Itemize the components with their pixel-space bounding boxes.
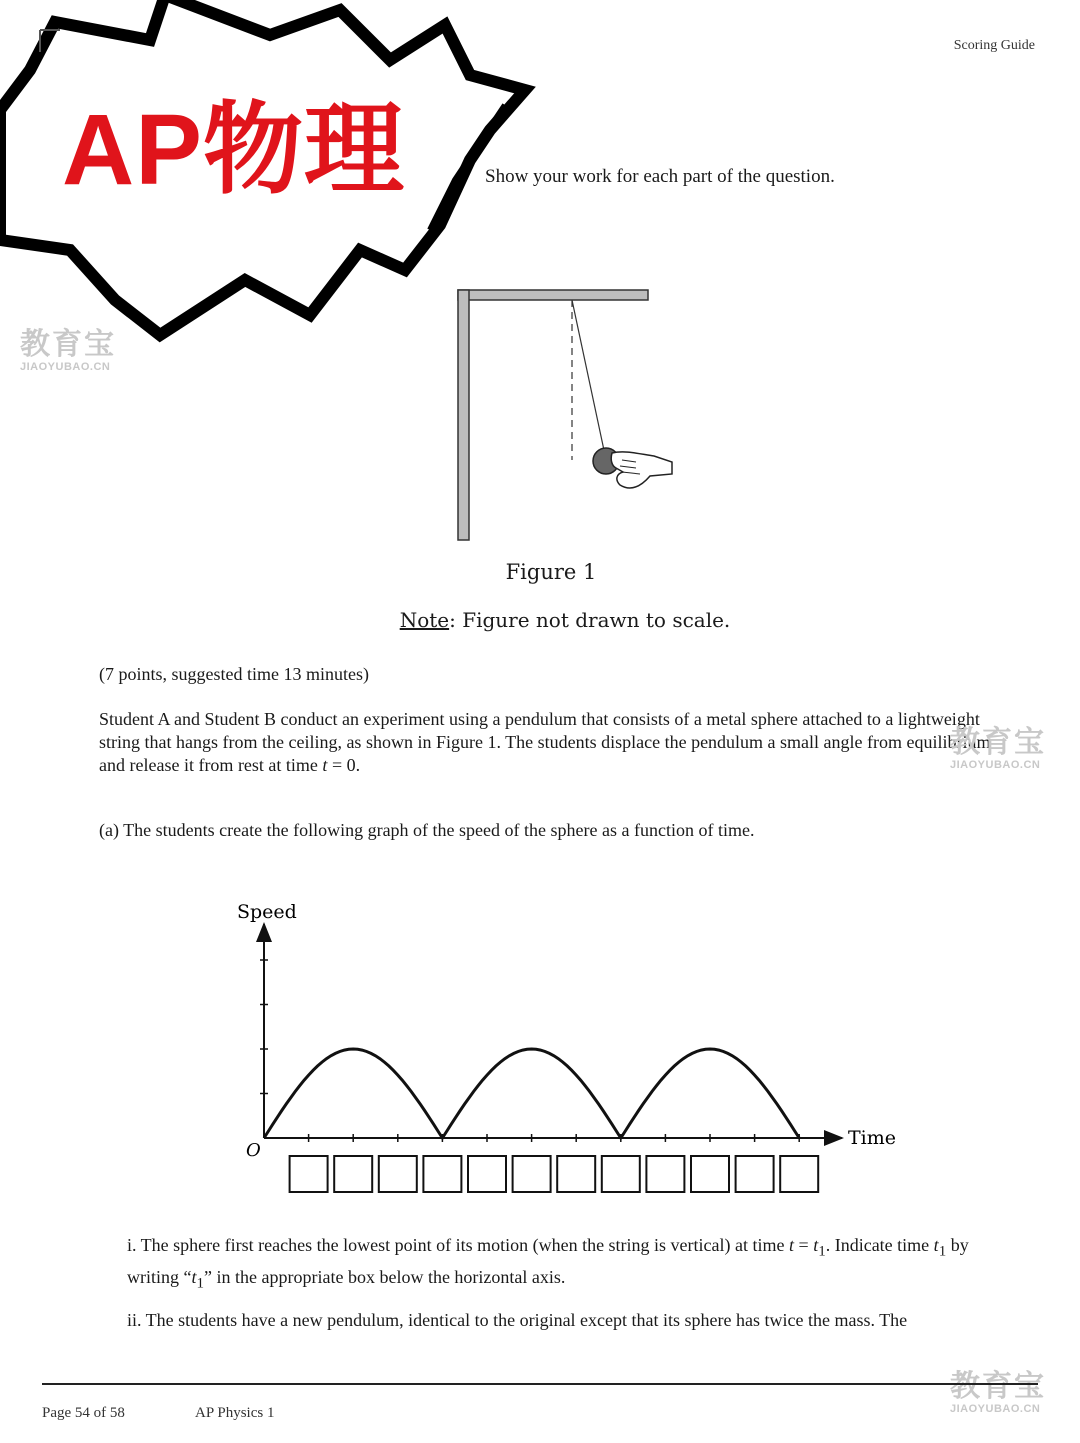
watermark-top-left — [20, 330, 116, 373]
speed-time-graph — [230, 890, 910, 1210]
intro-part-2: = 0. — [327, 755, 361, 775]
speed-curve — [264, 1049, 799, 1138]
part-i-seg2: . Indicate time — [825, 1235, 934, 1255]
answer-box[interactable] — [646, 1156, 684, 1192]
part-i-sub2: 1 — [938, 1243, 947, 1260]
page-number: Page 54 of 58 — [42, 1405, 125, 1421]
course-name: AP Physics 1 — [195, 1405, 275, 1421]
origin-label: O — [246, 1140, 261, 1161]
watermark-brand: 教育宝 — [20, 328, 116, 361]
intro-variable: t — [322, 755, 328, 775]
answer-box[interactable] — [780, 1156, 818, 1192]
answer-box[interactable] — [423, 1156, 461, 1192]
answer-box[interactable] — [334, 1156, 372, 1192]
watermark-domain: JIAOYUBAO.CN — [20, 361, 111, 373]
watermark-mid-right — [950, 728, 1046, 771]
intro-part-1: Student A and Student B conduct an experiment using a pendulum that consists of a metal sphere attached to a lightweight string that hangs from the ceiling, as shown in Figure 1. The students displace the pendulum a small angle from equilibrium and release it from rest at time — [99, 709, 991, 775]
part-i-seg3: by writing “ — [127, 1235, 969, 1287]
scoring-guide-label: Scoring Guide — [953, 38, 1035, 53]
ap-physics-badge-text: AP物理 — [62, 94, 405, 206]
part-i-var3: t — [933, 1235, 939, 1255]
watermark-brand: 教育宝 — [950, 726, 1046, 759]
note-text: : Figure not drawn to scale. — [449, 608, 731, 632]
answer-box[interactable] — [290, 1156, 328, 1192]
watermark-bottom-right — [950, 1372, 1046, 1415]
watermark-domain: JIAOYUBAO.CN — [950, 759, 1041, 771]
answer-box[interactable] — [468, 1156, 506, 1192]
part-i-seg1: i. The sphere first reaches the lowest point of its motion (when the string is vertical) at time — [127, 1235, 790, 1255]
part-i-seg4: ” in the appropriate box below the horizontal axis. — [204, 1266, 566, 1287]
figure-note — [0, 608, 1080, 632]
instruction-text: Show your work for each part of the question. — [485, 166, 835, 187]
part-i-var4: t — [191, 1266, 197, 1287]
part-i-sub1: 1 — [818, 1243, 826, 1260]
answer-box[interactable] — [379, 1156, 417, 1192]
part-i-eq: = — [794, 1235, 814, 1255]
answer-box[interactable] — [602, 1156, 640, 1192]
figure-caption: Figure 1 — [505, 560, 597, 584]
answer-box[interactable] — [691, 1156, 729, 1192]
part-i-text — [127, 1233, 1017, 1296]
note-label: Note — [399, 608, 450, 632]
answer-box[interactable] — [513, 1156, 551, 1192]
pendulum-figure — [440, 280, 700, 550]
watermark-brand: 教育宝 — [950, 1370, 1046, 1403]
footer-divider — [42, 1383, 1038, 1385]
y-axis-label: Speed — [237, 901, 297, 923]
watermark-domain: JIAOYUBAO.CN — [950, 1403, 1041, 1415]
x-axis-label: Time — [848, 1127, 897, 1149]
part-i-var2: t — [813, 1235, 819, 1255]
points-text: (7 points, suggested time 13 minutes) — [99, 664, 369, 684]
answer-box[interactable] — [557, 1156, 595, 1192]
part-a-text: (a) The students create the following graph of the speed of the sphere as a function of time. — [99, 820, 755, 840]
part-ii-text: ii. The students have a new pendulum, identical to the original except that its sphere has twice the mass. The — [127, 1310, 908, 1330]
answer-boxes — [290, 1156, 819, 1192]
answer-box[interactable] — [736, 1156, 774, 1192]
part-i-var1: t — [789, 1235, 795, 1255]
question-intro — [99, 708, 1014, 777]
part-i-sub3: 1 — [196, 1275, 205, 1292]
